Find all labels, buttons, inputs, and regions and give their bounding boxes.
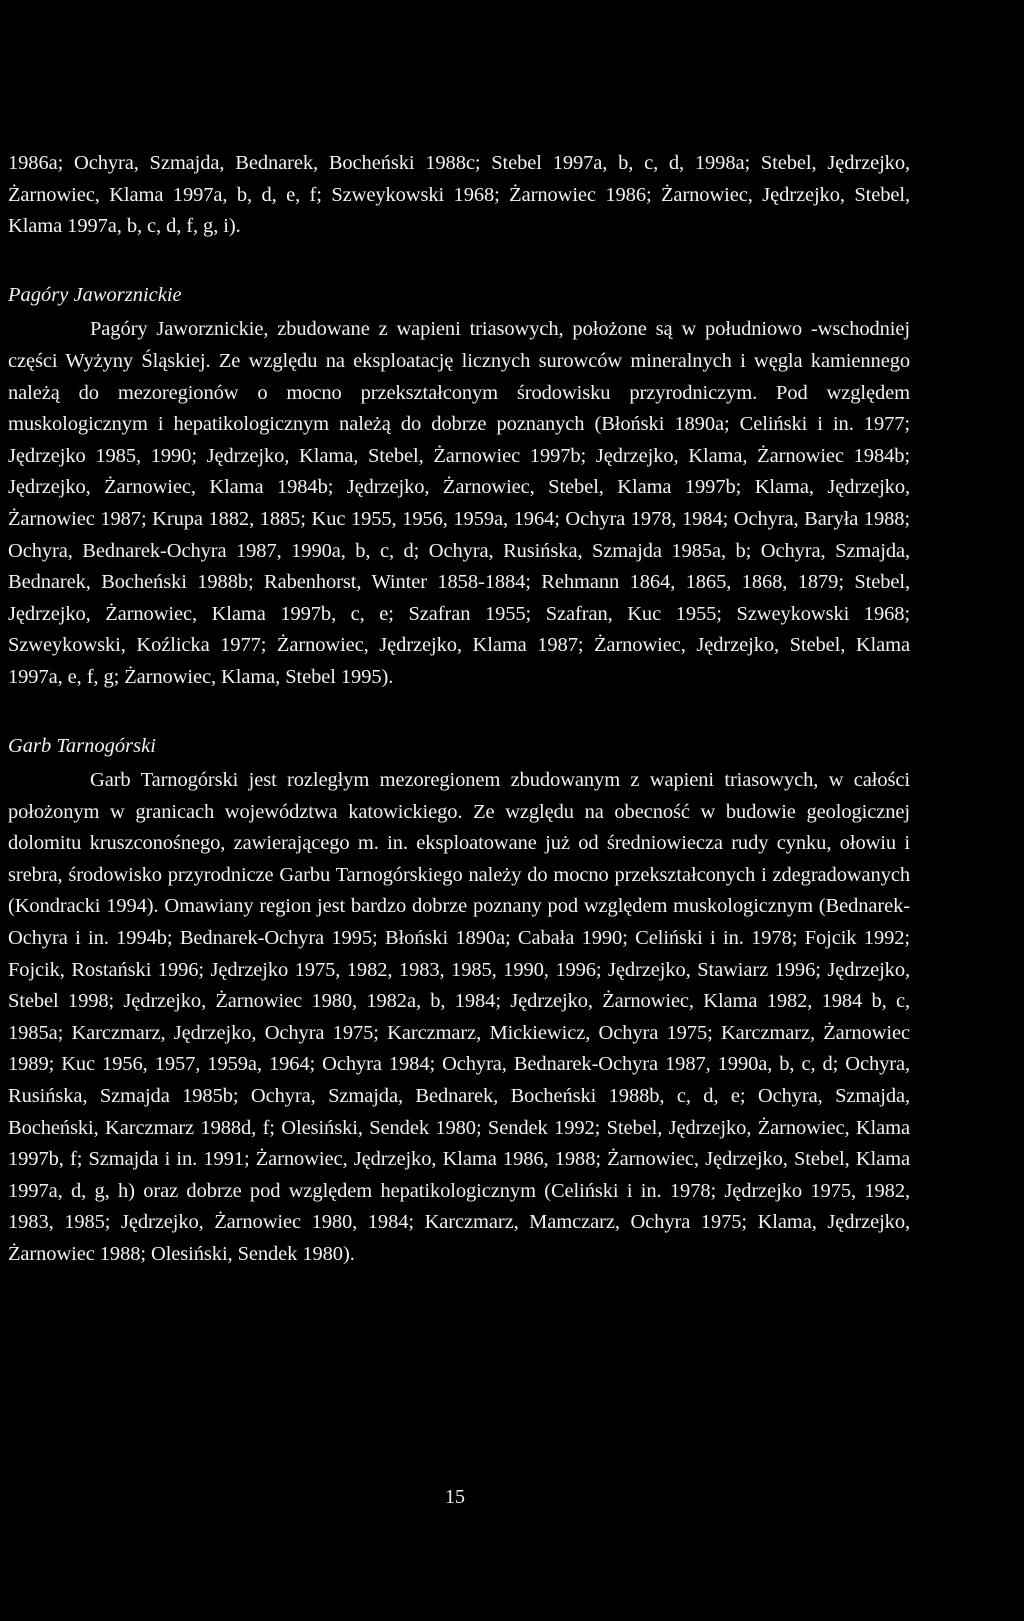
- page-number: 15: [445, 1486, 465, 1508]
- spacer: [8, 694, 910, 731]
- section-body-garb-tarnogorski: Garb Tarnogórski jest rozległym mezoregionem zbudowanym z wapieni triasowych, w całości położonym w granicach województwa katowickiego. Ze względu na obecność w budowie geologicznej dolomitu kruszconośnego, zawierającego m. in. eksploatowane już od średniowiecza rudy cynku, ołowiu i srebra, środowisko przyrodnicze Garbu Tarnogórskiego należy do mocno przekształconych i zdegradowanych (Kondracki 1994). Omawiany region jest bardzo dobrze poznany pod względem muskologicznym (Bednarek-Ochyra i in. 1994b; Bednarek-Ochyra 1995; Błoński 1890a; Cabała 1990; Celiński i in. 1978; Fojcik 1992; Fojcik, Rostański 1996; Jędrzejko 1975, 1982, 1983, 1985, 1990, 1996; Jędrzejko, Stawiarz 1996; Jędrzejko, Stebel 1998; Jędrzejko, Żarnowiec 1980, 1982a, b, 1984; Jędrzejko, Żarnowiec, Klama 1982, 1984 b, c, 1985a; Karczmarz, Jędrzejko, Ochyra 1975; Karczmarz, Mickiewicz, Ochyra 1975; Karczmarz, Żarnowiec 1989; Kuc 1956, 1957, 1959a, 1964; Ochyra 1984; Ochyra, Bednarek-Ochyra 1987, 1990a, b, c, d; Ochyra, Rusińska, Szmajda 1985b; Ochyra, Szmajda, Bednarek, Bocheński 1988b, c, d, e; Ochyra, Szmajda, Bocheński, Karczmarz 1988d, f; Olesiński, Sendek 1980; Sendek 1992; Stebel, Jędrzejko, Żarnowiec, Klama 1997b, f; Szmajda i in. 1991; Żarnowiec, Jędrzejko, Klama 1986, 1988; Żarnowiec, Jędrzejko, Stebel, Klama 1997a, d, g, h) oraz dobrze pod względem hepatikologicznym (Celiński i in. 1978; Jędrzejko 1975, 1982, 1983, 1985; Jędrzejko, Żarnowiec 1980, 1984; Karczmarz, Mamczarz, Ochyra 1975; Klama, Jędrzejko, Żarnowiec 1988; Olesiński, Sendek 1980).: [8, 769, 910, 1265]
- intro-paragraph: 1986a; Ochyra, Szmajda, Bednarek, Bocheński 1988c; Stebel 1997a, b, c, d, 1998a; Stebel, Jędrzejko, Żarnowiec, Klama 1997a, b, d, e, f; Szweykowski 1968; Żarnowiec 1986; Żarnowiec, Jędrzejko, Stebel, Klama 1997a, b, c, d, f, g, i).: [8, 152, 910, 238]
- section-heading-garb-tarnogorski: Garb Tarnogórski: [8, 734, 156, 757]
- section-body-pagory-jaworznickie: Pagóry Jaworznickie, zbudowane z wapieni triasowych, położone są w południowo -wschodniej części Wyżyny Śląskiej. Ze względu na eksploatację licznych surowców mineralnych i węgla kamiennego należą do mezoregionów o mocno przekształconym środowisku przyrodniczym. Pod względem muskologicznym i hepatikologicznym należą do dobrze poznanych (Błoński 1890a; Celiński i in. 1977; Jędrzejko 1985, 1990; Jędrzejko, Klama, Stebel, Żarnowiec 1997b; Jędrzejko, Klama, Żarnowiec 1984b; Jędrzejko, Żarnowiec, Klama 1984b; Jędrzejko, Żarnowiec, Stebel, Klama 1997b; Klama, Jędrzejko, Żarnowiec 1987; Krupa 1882, 1885; Kuc 1955, 1956, 1959a, 1964; Ochyra 1978, 1984; Ochyra, Baryła 1988; Ochyra, Bednarek-Ochyra 1987, 1990a, b, c, d; Ochyra, Rusińska, Szmajda 1985a, b; Ochyra, Szmajda, Bednarek, Bocheński 1988b; Rabenhorst, Winter 1858-1884; Rehmann 1864, 1865, 1868, 1879; Stebel, Jędrzejko, Żarnowiec, Klama 1997b, c, e; Szafran 1955; Szafran, Kuc 1955; Szweykowski 1968; Szweykowski, Koźlicka 1977; Żarnowiec, Jędrzejko, Klama 1987; Żarnowiec, Jędrzejko, Stebel, Klama 1997a, e, f, g; Żarnowiec, Klama, Stebel 1995).: [8, 318, 910, 688]
- section-heading-pagory-jaworznickie: Pagóry Jaworznickie: [8, 283, 182, 306]
- document-page: [8, 148, 910, 1271]
- spacer: [8, 243, 910, 280]
